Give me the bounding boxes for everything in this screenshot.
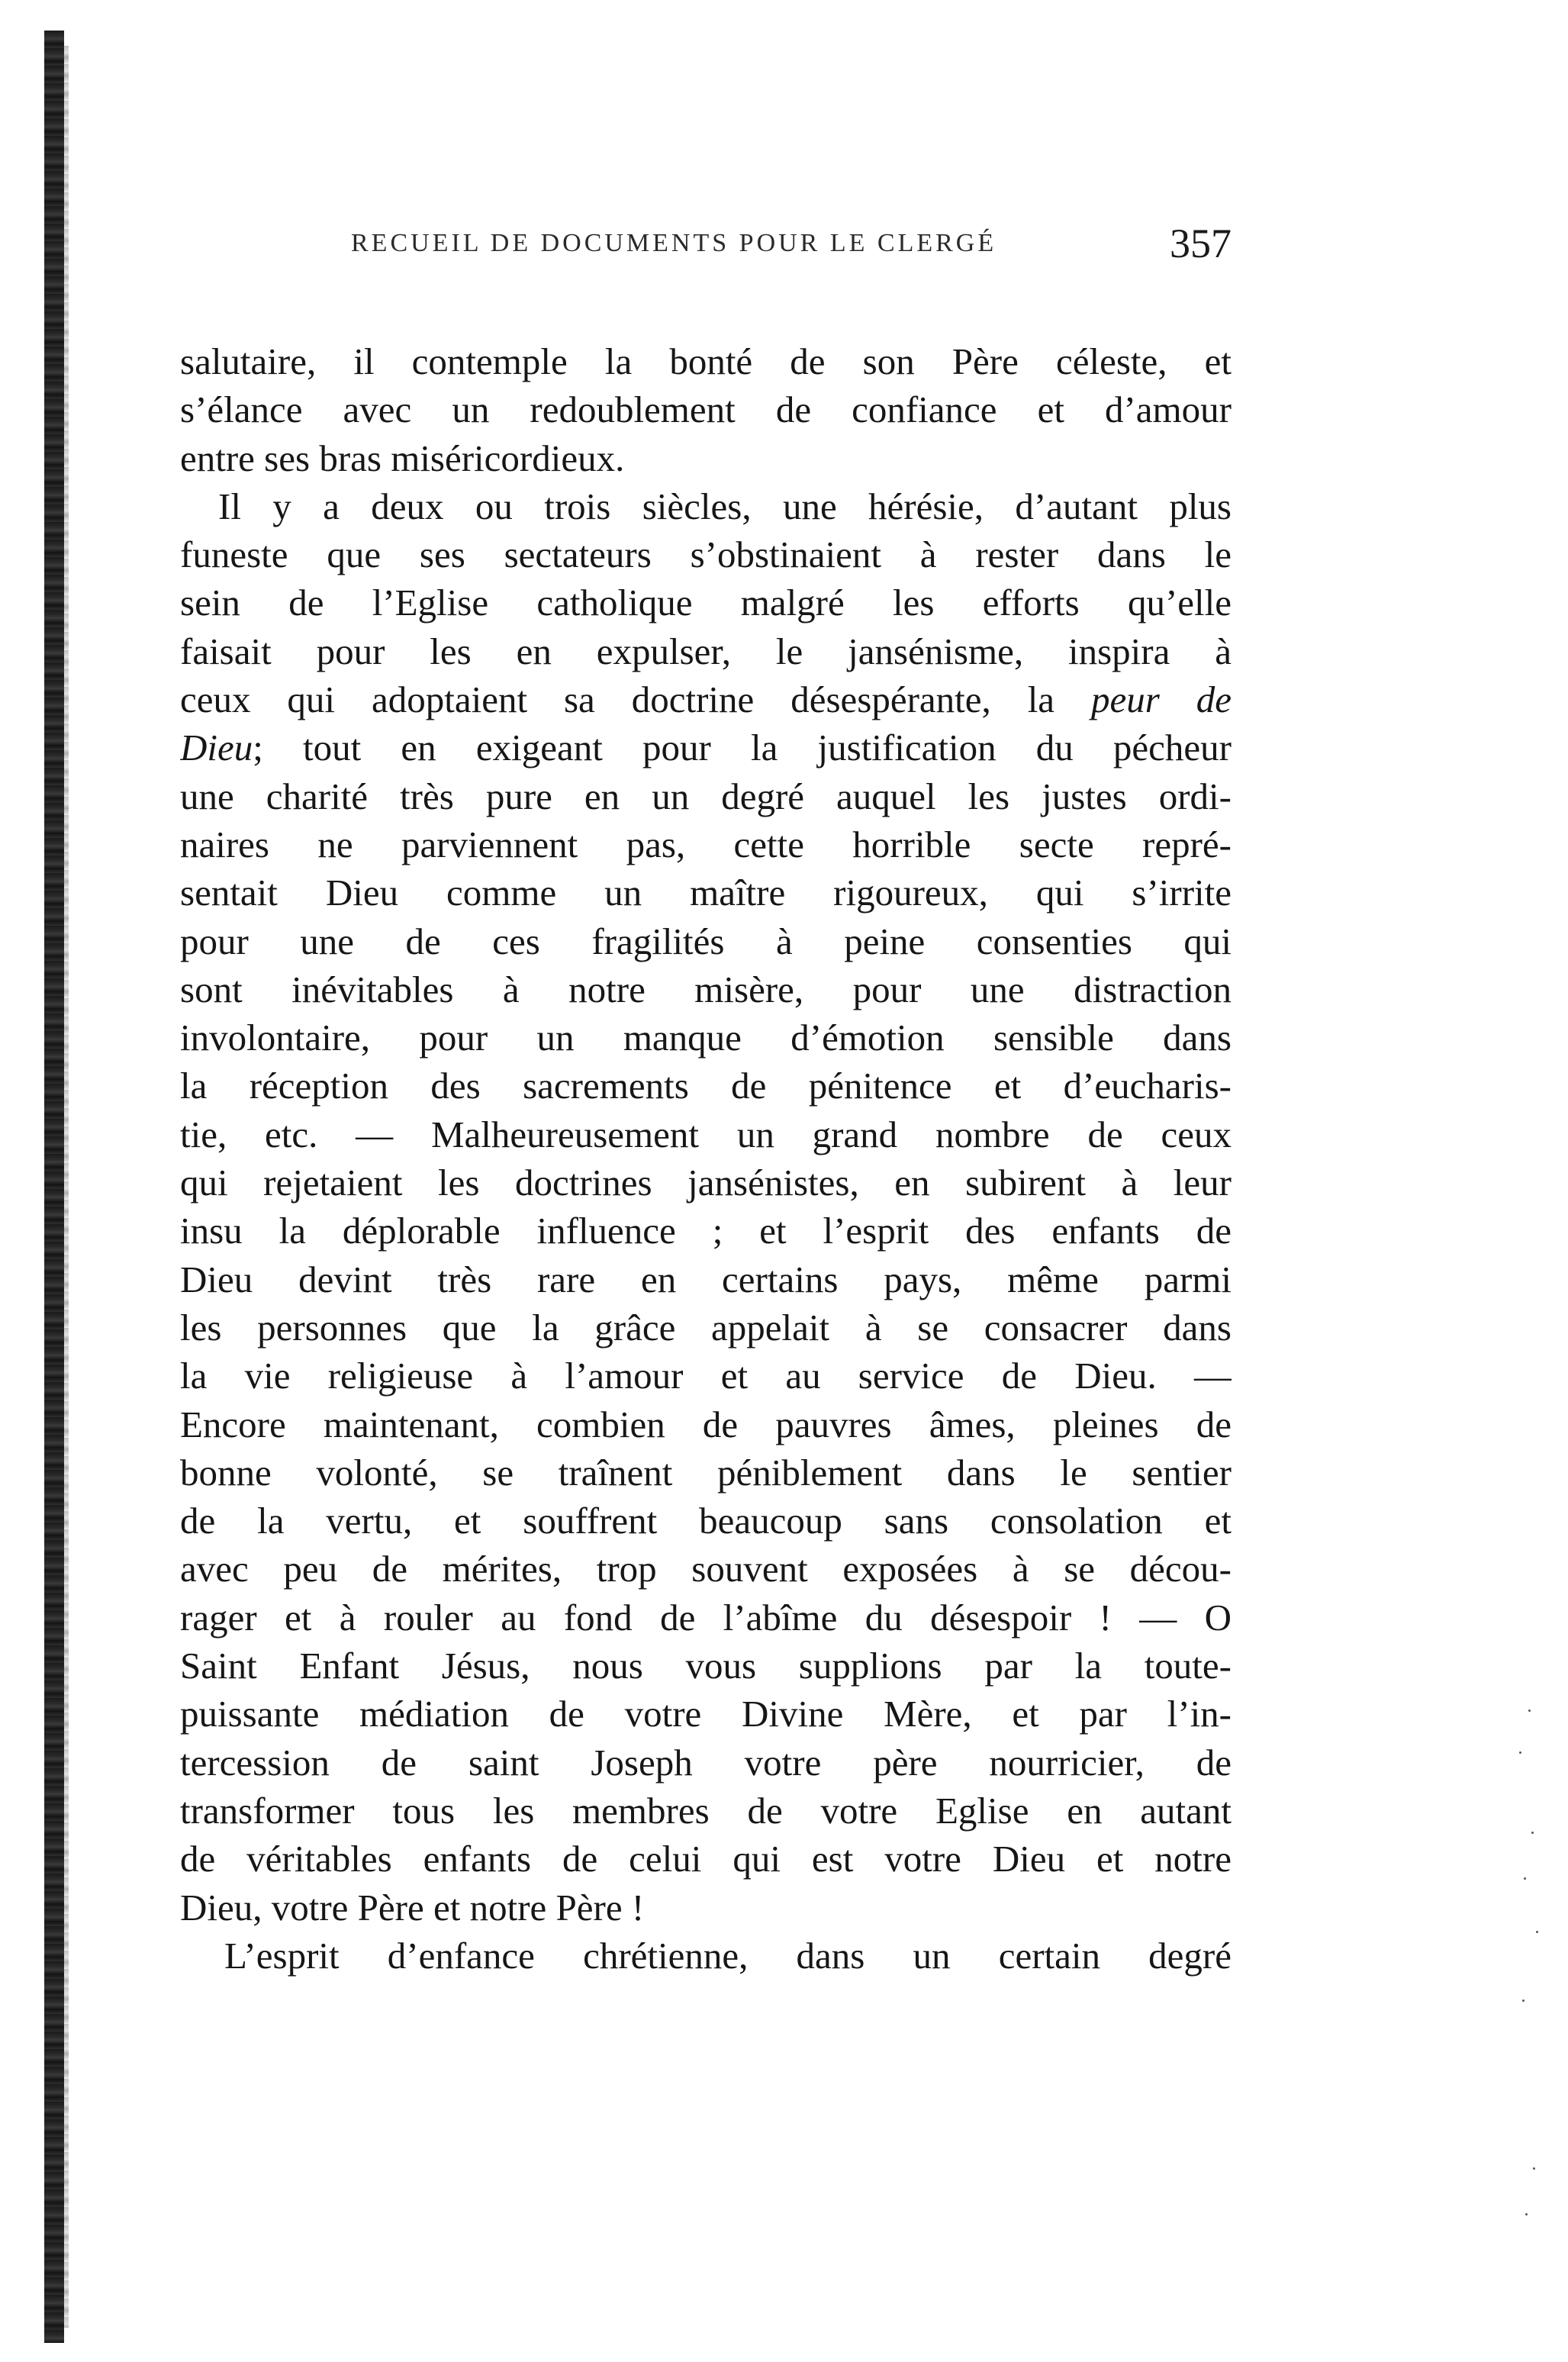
text-line: Saint Enfant Jésus, nous vous supplions par la toute- [180,1645,1232,1687]
binding-edge [44,31,64,2343]
page-header [180,215,1232,276]
text-line: Il y a deux ou trois siècles, une hérésie, d’autant plus [218,485,1232,527]
text-line: puissante médiation de votre Divine Mère, et par l’in- [180,1693,1232,1735]
speck [1525,2213,1528,2215]
text-line [180,723,1232,772]
text-line: s’élance avec un redoublement de confiance et d’amour [180,388,1232,431]
text-line: la réception des sacrements de pénitence et d’eucharis- [180,1065,1232,1107]
speck [1519,1751,1521,1754]
binding-shadow [64,46,69,2328]
text-line: funeste que ses sectateurs s’obstinaient à rester dans le [180,533,1232,576]
text-line: salutaire, il contemple la bonté de son Père céleste, et [180,340,1232,382]
text-line: Encore maintenant, combien de pauvres âmes, pleines de [180,1403,1232,1445]
speck [1531,1832,1534,1834]
scan-specks [1515,1679,1545,2289]
italic-phrase: peur de [1091,678,1232,721]
text-line: sont inévitables à notre misère, pour une distraction [180,968,1232,1010]
text-line [180,675,1232,723]
speck [1522,1999,1525,2002]
text-line: insu la déplorable influence ; et l’esprit des enfants de [180,1210,1232,1252]
text-line: une charité très pure en un degré auquel les justes ordi- [180,775,1232,817]
text-line: la vie religieuse à l’amour et au service de Dieu. — [180,1355,1232,1397]
body-text [180,337,1232,1980]
text-line: involontaire, pour un manque d’émotion sensible dans [180,1017,1232,1059]
text-line: Dieu devint très rare en certains pays, même parmi [180,1258,1232,1300]
text-line: bonne volonté, se traînent péniblement dans le sentier [180,1451,1232,1494]
text-line: sein de l’Eglise catholique malgré les efforts qu’elle [180,582,1232,624]
text-segment: ceux qui adoptaient sa doctrine désespérante, la [180,678,1055,721]
text-line: de la vertu, et souffrent beaucoup sans consolation et [180,1500,1232,1542]
text-line: les personnes que la grâce appelait à se consacrer dans [180,1306,1232,1349]
text-segment: ; tout en exigeant pour la justification du pécheur [253,727,1232,769]
text-line: naires ne parviennent pas, cette horrible secte repré- [180,823,1232,865]
text-line: entre ses bras miséricordieux. [180,437,625,479]
speck [1528,1709,1531,1712]
text-line: rager et à rouler au fond de l’abîme du désespoir ! — O [180,1596,1232,1639]
text-line: avec peu de mérites, trop souvent exposées à se décou- [180,1548,1232,1590]
text-line: transformer tous les membres de votre Eglise en autant [180,1789,1232,1832]
italic-phrase: Dieu [180,727,253,769]
speck [1524,1877,1526,1880]
running-title: RECUEIL DE DOCUMENTS POUR LE CLERGÉ [351,229,997,257]
speck [1533,2167,1535,2170]
text-line: sentait Dieu comme un maître rigoureux, qui s’irrite [180,872,1232,914]
text-line: Dieu, votre Père et notre Père ! [180,1886,645,1929]
text-line: pour une de ces fragilités à peine consenties qui [180,920,1232,962]
page-number: 357 [1170,221,1232,266]
text-line: faisait pour les en expulser, le jansénisme, inspira à [180,630,1232,672]
text-line: tie, etc. — Malheureusement un grand nombre de ceux [180,1113,1232,1155]
text-line: de véritables enfants de celui qui est votre Dieu et notre [180,1838,1232,1880]
text-line: L’esprit d’enfance chrétienne, dans un certain degré [224,1934,1232,1977]
text-line: tercession de saint Joseph votre père nourricier, de [180,1741,1232,1784]
text-line: qui rejetaient les doctrines jansénistes, en subirent à leur [180,1162,1232,1204]
speck [1536,1931,1538,1933]
